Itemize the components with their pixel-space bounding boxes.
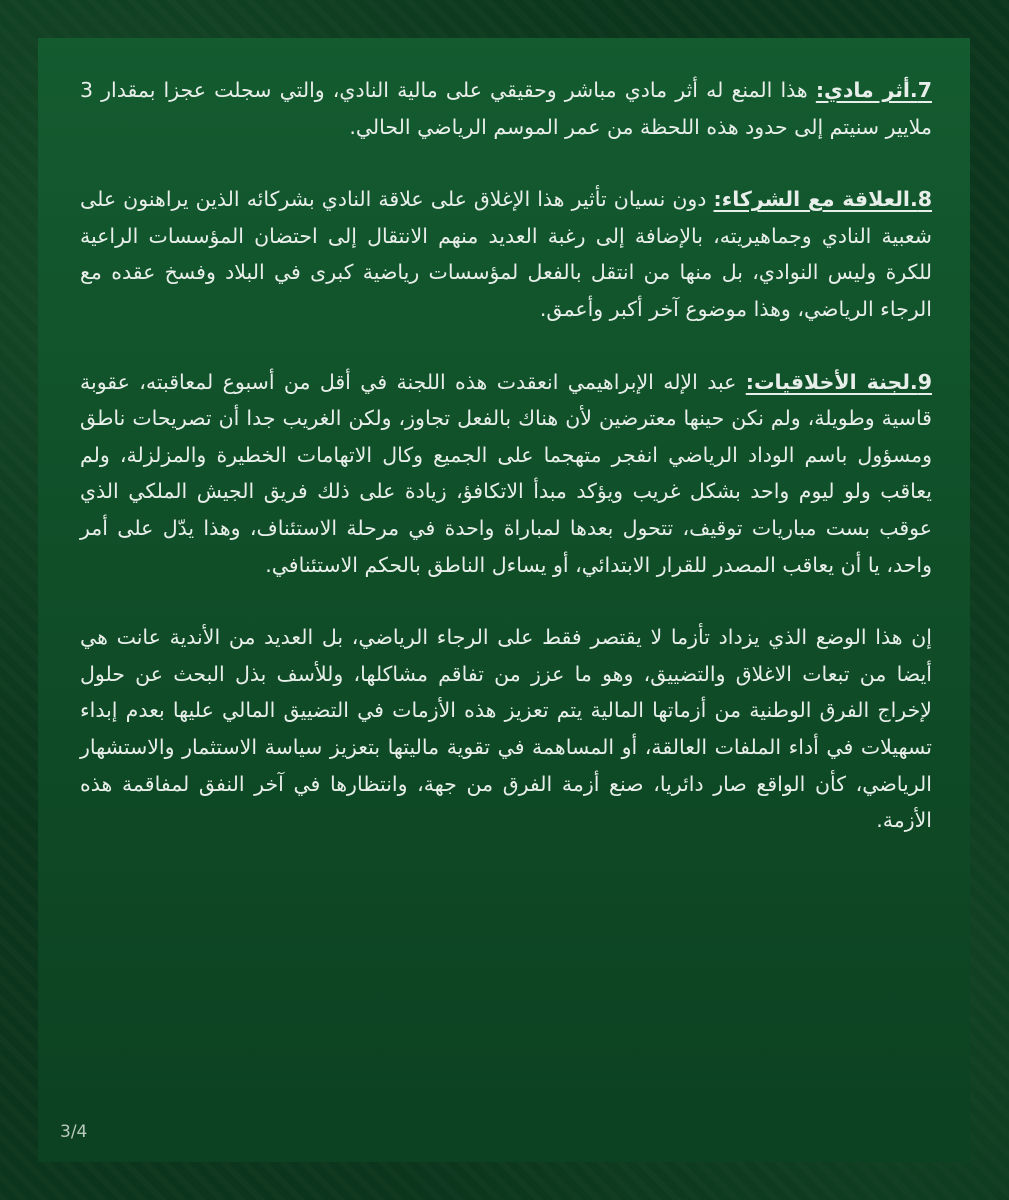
paragraph-text: دون نسيان تأثير هذا الإغلاق على علاقة النادي بشركائه الذين يراهنون على شعبية النادي وجماهيريته، بالإضافة إلى رغبة العديد منهم الانتقال إلى احتضان المؤسسات الراعية للكرة وليس النوادي، بل منها من انتقل بالفعل لمؤسسات رياضية كبرى في البلاد وفسخ عقده مع الرجاء الرياضي، وهذا موضوع آخر أكبر وأعمق. xyxy=(80,187,932,321)
page-number: 3/4 xyxy=(60,1122,88,1142)
paragraph-heading: 8.العلاقة مع الشركاء: xyxy=(713,187,933,212)
paragraph-heading: 7.أثر مادي: xyxy=(815,78,932,102)
paragraph-text: هذا المنع له أثر مادي مباشر وحقيقي على مالية النادي، والتي سجلت عجزا بمقدار 3 ملايير سنيتم إلى حدود هذه اللحظة من عمر الموسم الرياضي الحالي. xyxy=(80,78,932,139)
paragraph-material-impact xyxy=(80,72,932,145)
paragraph-ethics-committee xyxy=(80,364,932,584)
article-card xyxy=(38,38,970,1162)
paragraph-text: عبد الإله الإبراهيمي انعقدت هذه اللجنة في أقل من أسبوع لمعاقبته، عقوبة قاسية وطويلة، ولم نكن حينها معترضين لأن هناك بالفعل تجاوز، ولكن الغريب جدا أن تصريحات ناطق ومسؤول باسم الوداد الرياضي انفجر متهجما على الجميع وكال الاتهامات الخطيرة والمزلزلة، ولم يعاقب ولو ليوم واحد بشكل غريب ويؤكد مبدأ الاتكافؤ، زيادة على ذلك فريق الجيش الملكي الذي عوقب بست مباريات توقيف، تتحول بعدها لمباراة واحدة في مرحلة الاستئناف، وهذا يدّل على أمر واحد، يا أن يعاقب المصدر للقرار الابتدائي، أو يساءل الناطق بالحكم الاستئنافي. xyxy=(80,369,932,577)
paragraph-partners-relation xyxy=(80,181,932,327)
paragraph-conclusion xyxy=(80,619,932,839)
article-body xyxy=(80,72,932,875)
paragraph-heading: 9.لجنة الأخلاقيات: xyxy=(745,369,932,394)
paragraph-text: إن هذا الوضع الذي يزداد تأزما لا يقتصر فقط على الرجاء الرياضي، بل العديد من الأندية عانت هي أيضا من تبعات الاغلاق والتضييق، وهو ما عزز من تفاقم مشاكلها، وللأسف بذل البحث عن حلول لإخراج الفرق الوطنية من أزماتها المالية يتم تعزيز هذه الأزمات في التضييق المالي عليها بعدم إبداء تسهيلات في أداء الملفات العالقة، أو المساهمة في تقوية ماليتها بتعزيز سياسة الاستثمار والاستشهار الرياضي، كأن الواقع صار دائريا، صنع أزمة الفرق من جهة، وانتظارها في آخر النفق لمفاقمة هذه الأزمة. xyxy=(80,625,932,833)
